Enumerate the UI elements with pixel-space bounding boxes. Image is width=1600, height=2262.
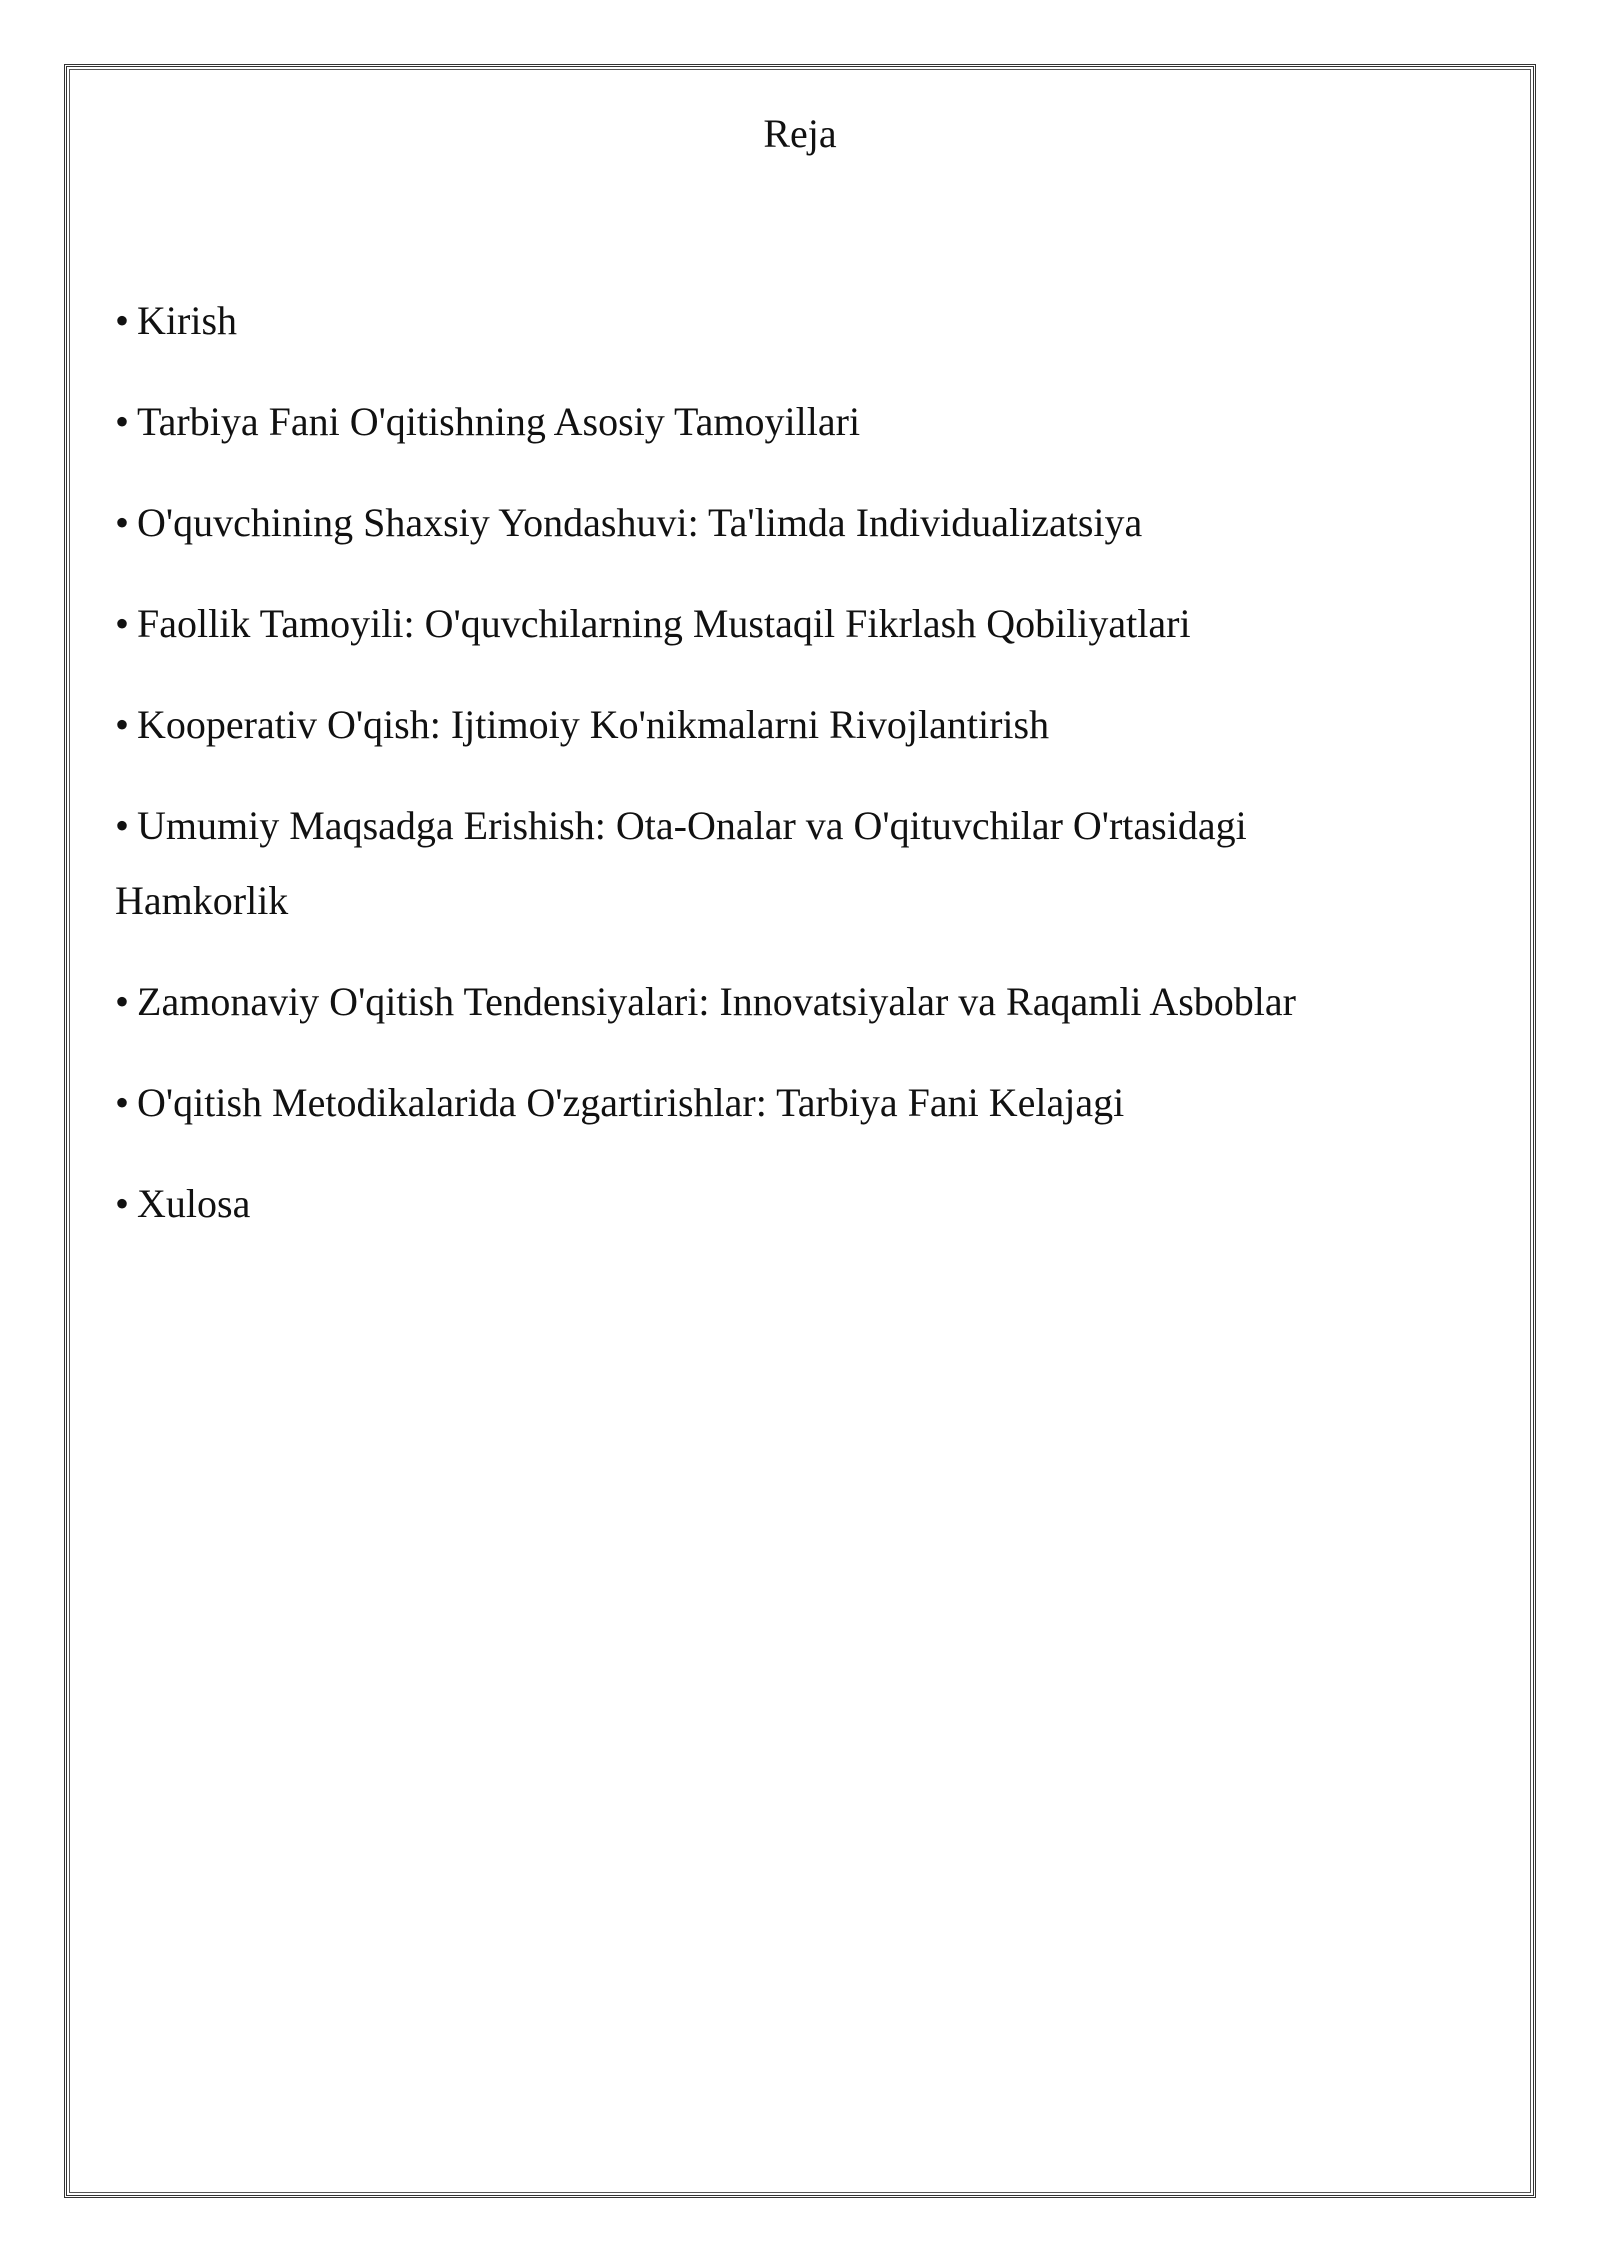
bullet-icon: • [115, 399, 130, 444]
bullet-icon: • [115, 601, 130, 646]
outline-item-text: O'qitish Metodikalarida O'zgartirishlar: Tarbiya Fani Kelajagi [137, 1080, 1125, 1125]
bullet-icon: • [115, 702, 130, 747]
outline-item-text: Xulosa [137, 1181, 251, 1226]
outline-item-text: Kirish [137, 298, 238, 343]
outline-item-metodika-ozgarishlar [115, 1065, 1415, 1140]
outline-item-text: Zamonaviy O'qitish Tendensiyalari: Innovatsiyalar va Raqamli Asboblar [137, 979, 1296, 1024]
outline-item-xulosa [115, 1166, 1415, 1241]
outline-item-kooperativ-oqish [115, 687, 1415, 762]
outline-list [115, 283, 1415, 1267]
outline-item-zamonaviy-tendensiyalar [115, 964, 1415, 1039]
bullet-icon: • [115, 500, 130, 545]
outline-item-text: O'quvchining Shaxsiy Yondashuvi: Ta'limda Individualizatsiya [137, 500, 1143, 545]
bullet-icon: • [115, 298, 130, 343]
outline-item-kirish [115, 283, 1415, 358]
outline-item-text: Umumiy Maqsadga Erishish: Ota-Onalar va O'qituvchilar O'rtasidagi Hamkorlik [115, 803, 1247, 923]
bullet-icon: • [115, 979, 130, 1024]
outline-item-text: Faollik Tamoyili: O'quvchilarning Mustaqil Fikrlash Qobiliyatlari [137, 601, 1191, 646]
outline-item-asosiy-tamoyillar [115, 384, 1415, 459]
bullet-icon: • [115, 1181, 130, 1226]
outline-item-text: Tarbiya Fani O'qitishning Asosiy Tamoyillari [137, 399, 861, 444]
outline-item-text: Kooperativ O'qish: Ijtimoiy Ko'nikmalarni Rivojlantirish [137, 702, 1050, 747]
bullet-icon: • [115, 1080, 130, 1125]
bullet-icon: • [115, 803, 130, 848]
outline-item-umumiy-maqsad [115, 788, 1415, 938]
outline-item-faollik-tamoyili [115, 586, 1415, 661]
document-title: Reja [763, 111, 837, 156]
outline-item-shaxsiy-yondashuv [115, 485, 1415, 560]
